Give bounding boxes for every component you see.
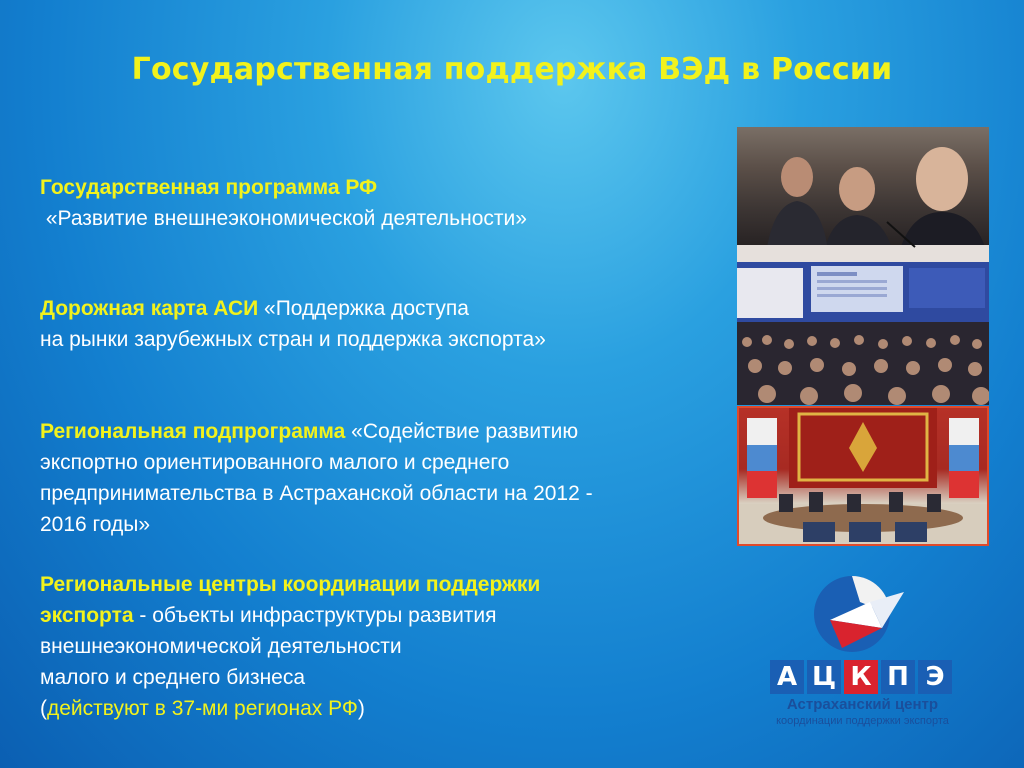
item-heading: экспорта <box>40 604 134 627</box>
meeting-illustration <box>737 127 989 262</box>
item-note <box>40 693 540 724</box>
item-text: предпринимательства в Астраханской области на 2012 - <box>40 482 593 505</box>
logo-letter: Ц <box>807 660 841 694</box>
item-state-program <box>40 172 527 234</box>
item-roadmap-asi <box>40 293 546 355</box>
logo-letter: А <box>770 660 804 694</box>
item-heading: Государственная программа РФ <box>40 176 378 199</box>
item-text: «Развитие внешнеэкономической деятельности» <box>40 207 527 230</box>
acpe-logo <box>770 572 970 732</box>
conference-illustration <box>737 262 989 405</box>
note-text: действуют в 37-ми регионах РФ <box>47 697 358 720</box>
item-text: экспортно ориентированного малого и среднего <box>40 451 510 474</box>
item-text: 2016 годы» <box>40 513 150 536</box>
photo-conference-hall <box>737 262 989 405</box>
item-text: малого и среднего бизнеса <box>40 666 306 689</box>
item-text: внешнеэкономической деятельности <box>40 635 402 658</box>
logo-letter: Э <box>918 660 952 694</box>
paren-open: ( <box>40 697 47 720</box>
photo-government-meeting <box>737 127 989 262</box>
logo-subtitle: координации поддержки экспорта <box>776 715 949 727</box>
logo-letter: П <box>881 660 915 694</box>
logo-letter: К <box>844 660 878 694</box>
item-heading: Региональная подпрограмма <box>40 420 346 443</box>
item-regional-centers <box>40 569 540 724</box>
regional-illustration <box>739 408 987 544</box>
item-text: на рынки зарубежных стран и поддержка экспорта» <box>40 328 546 351</box>
item-regional-subprogram <box>40 416 593 540</box>
item-heading: Региональные центры координации поддержки <box>40 573 541 596</box>
item-heading: Дорожная карта АСИ <box>40 297 259 320</box>
slide-title: Государственная поддержка ВЭД в России <box>131 52 893 87</box>
item-text-inline: «Поддержка доступа <box>258 297 469 320</box>
item-text-inline: - объекты инфраструктуры развития <box>133 604 497 627</box>
item-text-inline: «Содействие развитию <box>345 420 579 443</box>
photo-regional-meeting <box>737 406 989 546</box>
acpe-emblem-icon <box>770 572 970 662</box>
paren-close: ) <box>357 697 365 720</box>
logo-name: Астраханский центр <box>786 696 939 713</box>
